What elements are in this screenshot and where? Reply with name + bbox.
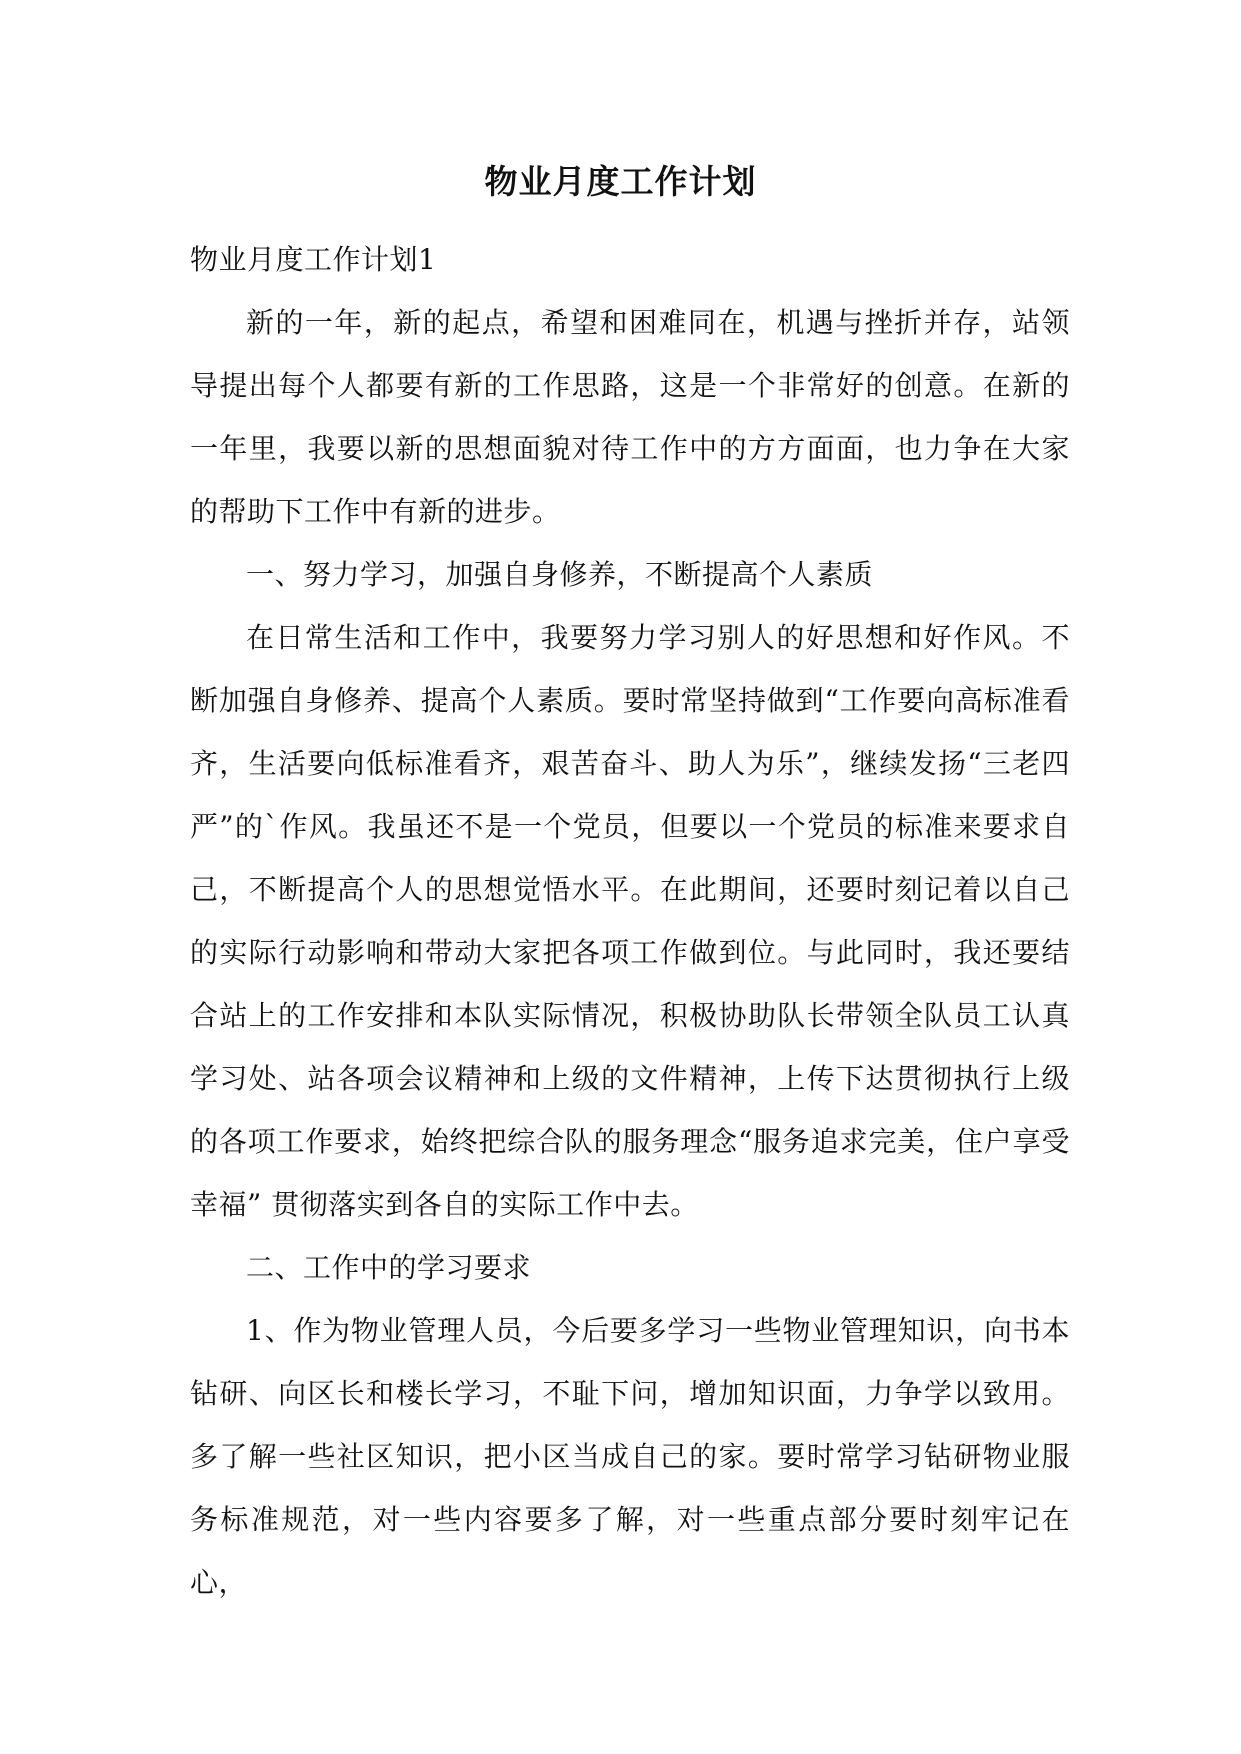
document-subheading: 物业月度工作计划1 (190, 243, 437, 276)
paragraph-item-1: 1、作为物业管理人员，今后要多学习一些物业管理知识，向书本钻研、向区长和楼长学习，不耻下问，增加知识面，力争学以致用。多了解一些社区知识，把小区当成自己的家。要时常学习钻研物业服务标准规范，对一些内容要多了解，对一些重点部分要时刻牢记在心， (190, 1314, 1070, 1599)
paragraph-intro: 新的一年，新的起点，希望和困难同在，机遇与挫折并存，站领导提出每个人都要有新的工作思路，这是一个非常好的创意。在新的一年里，我要以新的思想面貌对待工作中的方方面面，也力争在大家的帮助下工作中有新的进步。 (190, 306, 1070, 528)
document-title: 物业月度工作计划 (484, 162, 757, 201)
paragraph-section-1: 在日常生活和工作中，我要努力学习别人的好思想和好作风。不断加强自身修养、提高个人素质。要时常坚持做到“工作要向高标准看齐，生活要向低标准看齐，艰苦奋斗、助人为乐”，继续发扬“三老四严”的`作风。我虽还不是一个党员，但要以一个党员的标准来要求自己，不断提高个人的思想觉悟水平。在此期间，还要时刻记着以自己的实际行动影响和带动大家把各项工作做到位。与此同时，我还要结合站上的工作安排和本队实际情况，积极协助队长带领全队员工认真学习处、站各项会议精神和上级的文件精神，上传下达贯彻执行上级的各项工作要求，始终把综合队的服务理念“服务追求完美，住户享受幸福” 贯彻落实到各自的实际工作中去。 (190, 621, 1070, 1221)
section-heading-1: 一、努力学习，加强自身修养，不断提高个人素质 (246, 558, 874, 591)
section-heading-2: 二、工作中的学习要求 (246, 1251, 532, 1284)
document-body (190, 228, 1070, 1614)
